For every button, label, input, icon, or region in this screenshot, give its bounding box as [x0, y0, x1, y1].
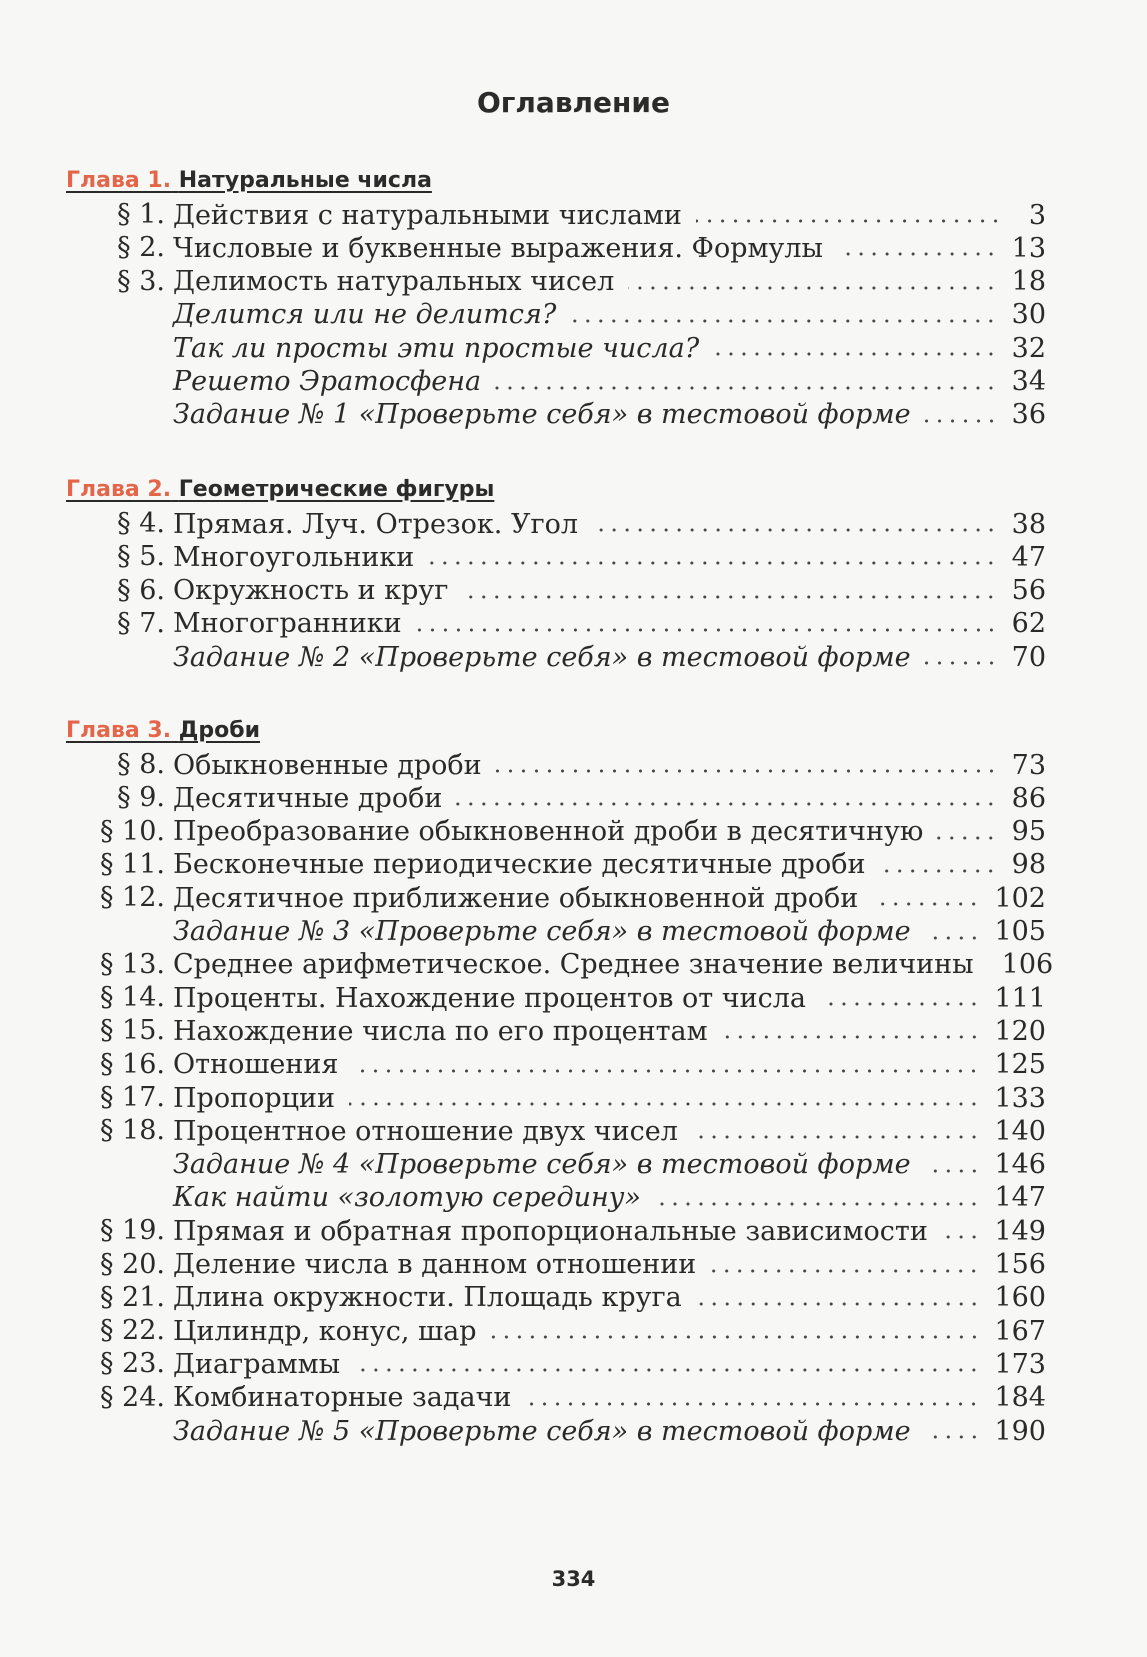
dot-leader: [872, 902, 980, 906]
dot-leader: [462, 595, 997, 599]
section-number: § 2.: [117, 232, 165, 264]
toc-entry: [173, 507, 1046, 541]
entry-title: Прямая. Луч. Отрезок. Угол: [173, 508, 579, 540]
entry-title: Деление числа в данном отношении: [173, 1249, 697, 1280]
entry-title: Длина окружности. Площадь круга: [173, 1282, 682, 1314]
dot-leader: [349, 1102, 980, 1106]
toc-entry: [173, 1214, 1046, 1248]
entry-title: Цилиндр, конус, шар: [173, 1315, 477, 1347]
dot-leader: [428, 561, 997, 565]
section-number: § 16.: [99, 1048, 165, 1080]
entry-page-number: 98: [1011, 849, 1046, 881]
toc-entry: [173, 1381, 1046, 1415]
chapter-title: Дроби: [178, 718, 260, 743]
entry-title: Делится или не делится?: [173, 299, 557, 331]
entry-page-number: 56: [1011, 575, 1046, 607]
dot-leader: [352, 1069, 980, 1073]
entry-title: Комбинаторные задачи: [173, 1382, 512, 1414]
entry-page-number: 3: [1028, 199, 1046, 231]
toc-entry: [173, 848, 1046, 882]
entry-page-number: 30: [1011, 299, 1046, 331]
entry-page-number: 167: [994, 1315, 1046, 1347]
section-number: § 21.: [99, 1281, 165, 1313]
toc-entry: [173, 198, 1046, 232]
toc-entry: [173, 915, 1046, 949]
entry-page-number: 18: [1011, 266, 1046, 298]
toc-entry: [173, 574, 1046, 608]
toc-entry: [173, 948, 1054, 982]
entry-title: Задание № 5 «Проверьте себя» в тестовой форме: [173, 1415, 911, 1447]
entry-page-number: 62: [1011, 608, 1046, 640]
toc-entry: [173, 231, 1046, 265]
toc-entry: [173, 781, 1046, 815]
dot-leader: [525, 1402, 980, 1406]
section-number: § 18.: [99, 1115, 165, 1147]
section-number: § 14.: [99, 982, 165, 1014]
toc-entry: [173, 1081, 1046, 1115]
entry-page-number: 70: [1011, 641, 1046, 673]
entry-title: Пропорции: [173, 1082, 335, 1114]
entry-title: Диаграммы: [173, 1348, 341, 1380]
entry-page-number: 47: [1011, 541, 1046, 573]
toc-entry: [173, 607, 1046, 641]
entry-page-number: 36: [1011, 399, 1046, 431]
entry-title: Обыкновенные дроби: [173, 749, 482, 781]
dot-leader: [456, 802, 997, 806]
toc-entry: [173, 1347, 1046, 1381]
toc-entry: [173, 540, 1046, 574]
toc-entry: [173, 1048, 1046, 1082]
dot-leader: [937, 836, 997, 840]
toc-entry: [173, 1248, 1046, 1282]
entry-page-number: 140: [994, 1115, 1046, 1147]
entry-page-number: 156: [994, 1249, 1046, 1280]
entry-page-number: 147: [994, 1182, 1046, 1214]
toc-entry: [173, 365, 1046, 399]
entry-title: Среднее арифметическое. Среднее значение величины: [173, 949, 974, 981]
toc-entry: [173, 1181, 1046, 1215]
entry-title: Десятичные дроби: [173, 782, 443, 814]
dot-leader: [710, 1269, 980, 1273]
entry-page-number: 160: [994, 1282, 1046, 1314]
dot-leader: [942, 1235, 981, 1239]
dot-leader: [837, 252, 998, 256]
dot-leader: [713, 352, 997, 356]
entry-page-number: 102: [994, 882, 1046, 914]
section-number: § 20.: [99, 1248, 165, 1280]
dot-leader: [692, 1135, 981, 1139]
entry-title: Многоугольники: [173, 541, 415, 573]
entry-page-number: 149: [994, 1215, 1046, 1247]
chapter-title: Натуральные числа: [178, 168, 432, 193]
entry-title: Десятичное приближение обыкновенной дроби: [173, 882, 859, 914]
section-number: § 23.: [99, 1348, 165, 1380]
section-number: § 10.: [99, 815, 165, 847]
entry-page-number: 184: [994, 1382, 1046, 1414]
section-number: § 17.: [99, 1082, 165, 1113]
toc-entry: [173, 981, 1046, 1015]
toc-entry: [173, 748, 1046, 782]
entry-title: Процентное отношение двух чисел: [173, 1115, 678, 1147]
page-number: 334: [551, 1567, 596, 1591]
entry-title: Как найти «золотую середину»: [173, 1182, 641, 1214]
chapter-title: Геометрические фигуры: [178, 477, 495, 502]
section-number: § 9.: [117, 782, 165, 814]
dot-leader: [592, 528, 998, 532]
entry-title: Проценты. Нахождение процентов от числа: [173, 982, 806, 1014]
chapter-heading: [66, 718, 260, 743]
entry-page-number: 13: [1011, 232, 1046, 264]
section-number: § 12.: [99, 882, 165, 914]
toc-entry: [173, 265, 1046, 299]
chapter-heading: [66, 168, 432, 193]
entry-title: Задание № 4 «Проверьте себя» в тестовой форме: [173, 1149, 911, 1181]
section-number: § 1.: [117, 199, 165, 230]
dot-leader: [722, 1035, 981, 1039]
section-number: § 8.: [117, 749, 165, 780]
entry-page-number: 146: [994, 1149, 1046, 1181]
entry-title: Бесконечные периодические десятичные дроби: [173, 849, 866, 881]
section-number: § 3.: [117, 265, 165, 297]
entry-page-number: 120: [994, 1015, 1046, 1047]
section-number: § 6.: [117, 574, 165, 606]
dot-leader: [696, 1302, 981, 1306]
page-title: Оглавление: [476, 86, 670, 119]
entry-title: Делимость натуральных чисел: [173, 266, 615, 298]
entry-title: Действия с натуральными числами: [173, 199, 682, 231]
entry-page-number: 95: [1011, 816, 1046, 848]
toc-entry: [173, 1014, 1046, 1048]
section-number: § 5.: [117, 541, 165, 573]
entry-title: Нахождение числа по его процентам: [173, 1015, 708, 1047]
toc-entry: [173, 815, 1046, 849]
section-number: § 4.: [117, 508, 165, 539]
entry-page-number: 173: [994, 1348, 1046, 1380]
section-number: § 19.: [99, 1215, 165, 1247]
entry-title: Числовые и буквенные выражения. Формулы: [173, 232, 824, 264]
toc-entry: [173, 1314, 1046, 1348]
dot-leader: [820, 1002, 980, 1006]
section-number: § 7.: [117, 607, 165, 639]
dot-leader: [925, 419, 998, 423]
entry-page-number: 106: [1001, 949, 1054, 981]
chapter-heading: [66, 477, 494, 502]
entry-page-number: 86: [1011, 782, 1046, 814]
entry-page-number: 190: [994, 1415, 1046, 1447]
dot-leader: [491, 1335, 981, 1339]
toc-entry: [173, 1281, 1046, 1315]
entry-title: Отношения: [173, 1049, 339, 1081]
toc-entry: [173, 881, 1046, 915]
entry-title: Задание № 1 «Проверьте себя» в тестовой форме: [173, 399, 911, 431]
dot-leader: [925, 1435, 981, 1439]
dot-leader: [925, 936, 981, 940]
entry-title: Окружность и круг: [173, 575, 449, 607]
entry-title: Преобразование обыкновенной дроби в десятичную: [173, 816, 924, 848]
section-number: § 13.: [99, 948, 165, 980]
chapter-number: Глава 2.: [66, 477, 172, 502]
entry-page-number: 38: [1011, 508, 1046, 540]
entry-page-number: 32: [1011, 332, 1046, 364]
chapter-number: Глава 1.: [66, 168, 172, 193]
dot-leader: [925, 1169, 981, 1173]
toc-entry: [173, 398, 1046, 432]
entry-page-number: 34: [1011, 366, 1046, 397]
toc-entry: [173, 1114, 1046, 1148]
toc-entry: [173, 331, 1046, 365]
entry-title: Задание № 3 «Проверьте себя» в тестовой форме: [173, 916, 911, 947]
dot-leader: [879, 869, 997, 873]
entry-page-number: 111: [994, 982, 1046, 1014]
entry-page-number: 133: [994, 1082, 1046, 1114]
toc-entry: [173, 640, 1046, 674]
dot-leader: [925, 661, 998, 665]
entry-title: Так ли просты эти простые числа?: [173, 332, 700, 364]
section-number: § 15.: [99, 1015, 165, 1047]
dot-leader: [496, 769, 998, 773]
dot-leader: [570, 319, 997, 323]
dot-leader: [354, 1368, 980, 1372]
entry-title: Решето Эратосфена: [173, 366, 482, 397]
section-number: § 11.: [99, 848, 165, 880]
toc-entry: [173, 1414, 1046, 1448]
dot-leader: [655, 1202, 981, 1206]
toc-entry: [173, 1148, 1046, 1182]
entry-title: Прямая и обратная пропорциональные зависимости: [173, 1215, 928, 1247]
section-number: § 24.: [99, 1381, 165, 1413]
entry-page-number: 125: [994, 1049, 1046, 1081]
section-number: § 22.: [99, 1315, 165, 1347]
entry-page-number: 105: [994, 916, 1046, 947]
chapter-number: Глава 3.: [66, 718, 172, 743]
dot-leader: [696, 219, 1002, 223]
entry-title: Многогранники: [173, 608, 402, 640]
dot-leader: [416, 628, 998, 632]
toc-entry: [173, 298, 1046, 332]
dot-leader: [495, 386, 997, 390]
entry-title: Задание № 2 «Проверьте себя» в тестовой форме: [173, 641, 911, 673]
dot-leader: [628, 286, 997, 290]
entry-page-number: 73: [1011, 749, 1046, 781]
